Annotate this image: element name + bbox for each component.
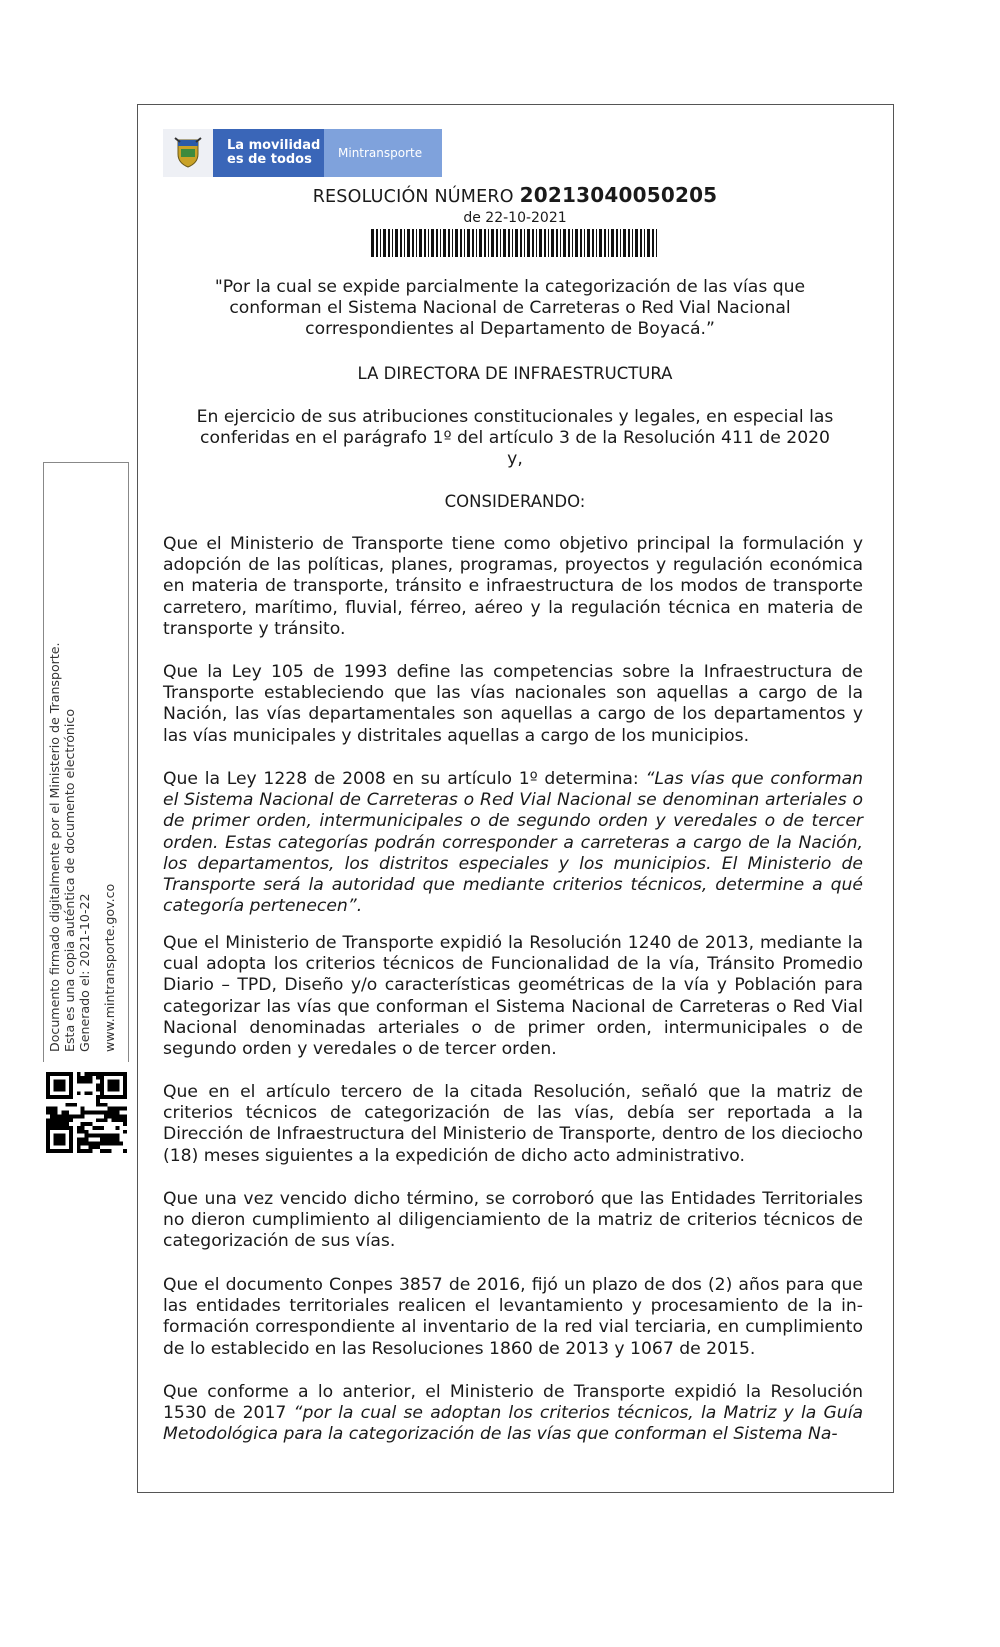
issuing-authority: LA DIRECTORA DE INFRAESTRUCTURA bbox=[357, 364, 673, 383]
digital-signature-text bbox=[47, 462, 117, 1052]
paragraph-5: Que en el artículo tercero de la citada Resolución, señaló que la matriz de criterios técnicos de categorización de las vías, debía ser reportada a la Dirección de Infraestructura del Ministerio de Transporte, dentro de los dieciocho (18) meses siguientes a la expedición de dicho acto administrativo. bbox=[163, 1082, 863, 1166]
coat-of-arms-icon bbox=[163, 129, 213, 177]
legal-powers: En ejercicio de sus atribuciones constitucionales y legales, en especial las conferidas en el parágrafo 1º del artículo 3 de la Resolución 411 de 2020 y, bbox=[196, 407, 834, 469]
paragraph-3-intro: Que la Ley 1228 de 2008 en su artículo 1º determina: bbox=[163, 769, 646, 789]
paragraph-2: Que la Ley 105 de 1993 define las competencias sobre la Infraestructura de Transporte estableciendo que las vías nacionales son aquellas a cargo de la Nación, las vías departamentales son aquellas a cargo de los departamentos y las vías municipales y distritales aquellas a cargo de los municipios. bbox=[163, 662, 863, 746]
barcode-icon bbox=[371, 229, 657, 257]
paragraph-8-quote: “por la cual se adoptan los criterios técnicos, la Matriz y la Guía Metodológica para la categorización de las vías que conforman el Sistema Na- bbox=[163, 1403, 863, 1445]
resolution-number: 20213040050205 bbox=[519, 183, 718, 207]
mintransporte-logo bbox=[163, 129, 442, 177]
signature-line-3: Generado el: 2021-10-22 bbox=[77, 893, 92, 1052]
signature-line-1: Documento firmado digitalmente por el Ministerio de Transporte. bbox=[47, 642, 62, 1052]
logo-line-2: es de todos bbox=[227, 152, 312, 167]
logo-line-1: La movilidad bbox=[227, 138, 321, 153]
paragraph-8 bbox=[163, 1382, 863, 1446]
paragraph-6: Que una vez vencido dicho término, se corroboró que las Entidades Territoriales no dieron cumplimiento al diligenciamiento de la matriz de criterios técnicos de categorización de sus vías. bbox=[163, 1189, 863, 1252]
logo-ministry: Mintransporte bbox=[324, 129, 442, 177]
resolution-title bbox=[140, 183, 890, 207]
paragraph-8-intro: Que conforme a lo anterior, el Ministerio de Transporte expidió la Resolución 1530 de 2017 bbox=[163, 1382, 863, 1424]
signature-url: www.mintransporte.gov.co bbox=[102, 883, 117, 1052]
paragraph-3 bbox=[163, 769, 863, 917]
resolution-subject: "Por la cual se expide parcialmente la categorización de las vías que conforman el Sistema Nacional de Carreteras o Red Vial Nacional correspondientes al Departamento de Boyacá.” bbox=[214, 277, 806, 339]
paragraph-7: Que el documento Conpes 3857 de 2016, fijó un plazo de dos (2) años para que las entidades territoriales realicen el levantamiento y procesamiento de la información correspondiente al inventario de la red vial terciaria, en cumplimiento de lo establecido en las Resoluciones 1860 de 2013 y 1067 de 2015. bbox=[163, 1275, 863, 1359]
paragraph-3-quote: “Las vías que conforman el Sistema Nacional de Carreteras o Red Vial Nacional se denominan arteriales o de primer orden, intermunicipales o de segundo orden y veredales o de tercer orden. Estas categorías podrán corresponder a carreteras a cargo de la Nación, los departamentos, los distritos especiales y los municipios. El Ministerio de Transporte será la autoridad que mediante criterios técnicos, determine a qué categoría pertenecen”. bbox=[163, 769, 863, 917]
considering-heading: CONSIDERANDO: bbox=[444, 492, 586, 511]
paragraph-1: Que el Ministerio de Transporte tiene como objetivo principal la formulación y adopción de las políticas, planes, programas, proyectos y regulación económica en materia de transporte, tránsito e infraestructura de los modos de transporte carretero, marítimo, fluvial, férreo, aéreo y la regulación técnica en materia de transporte y tránsito. bbox=[163, 534, 863, 639]
resolution-date: de 22-10-2021 bbox=[463, 210, 567, 226]
paragraph-4: Que el Ministerio de Transporte expidió la Resolución 1240 de 2013, mediante la cual adopta los criterios técnicos de Funcionalidad de la vía, Tránsito Promedio Diario – TPD, Diseño y/o características geométricas de la vía y Población para categorizar las vías que conforman el Sistema Nacional de Carreteras o Red Vial Nacional denominadas arteriales o de primer orden, intermunicipales o de segundo orden y veredales o de tercer orden. bbox=[163, 933, 863, 1060]
signature-line-2: Esta es una copia auténtica de documento electrónico bbox=[62, 708, 77, 1052]
resolution-label: RESOLUCIÓN NÚMERO bbox=[312, 187, 514, 207]
logo-slogan bbox=[213, 129, 324, 177]
qr-code-icon bbox=[46, 1072, 127, 1153]
